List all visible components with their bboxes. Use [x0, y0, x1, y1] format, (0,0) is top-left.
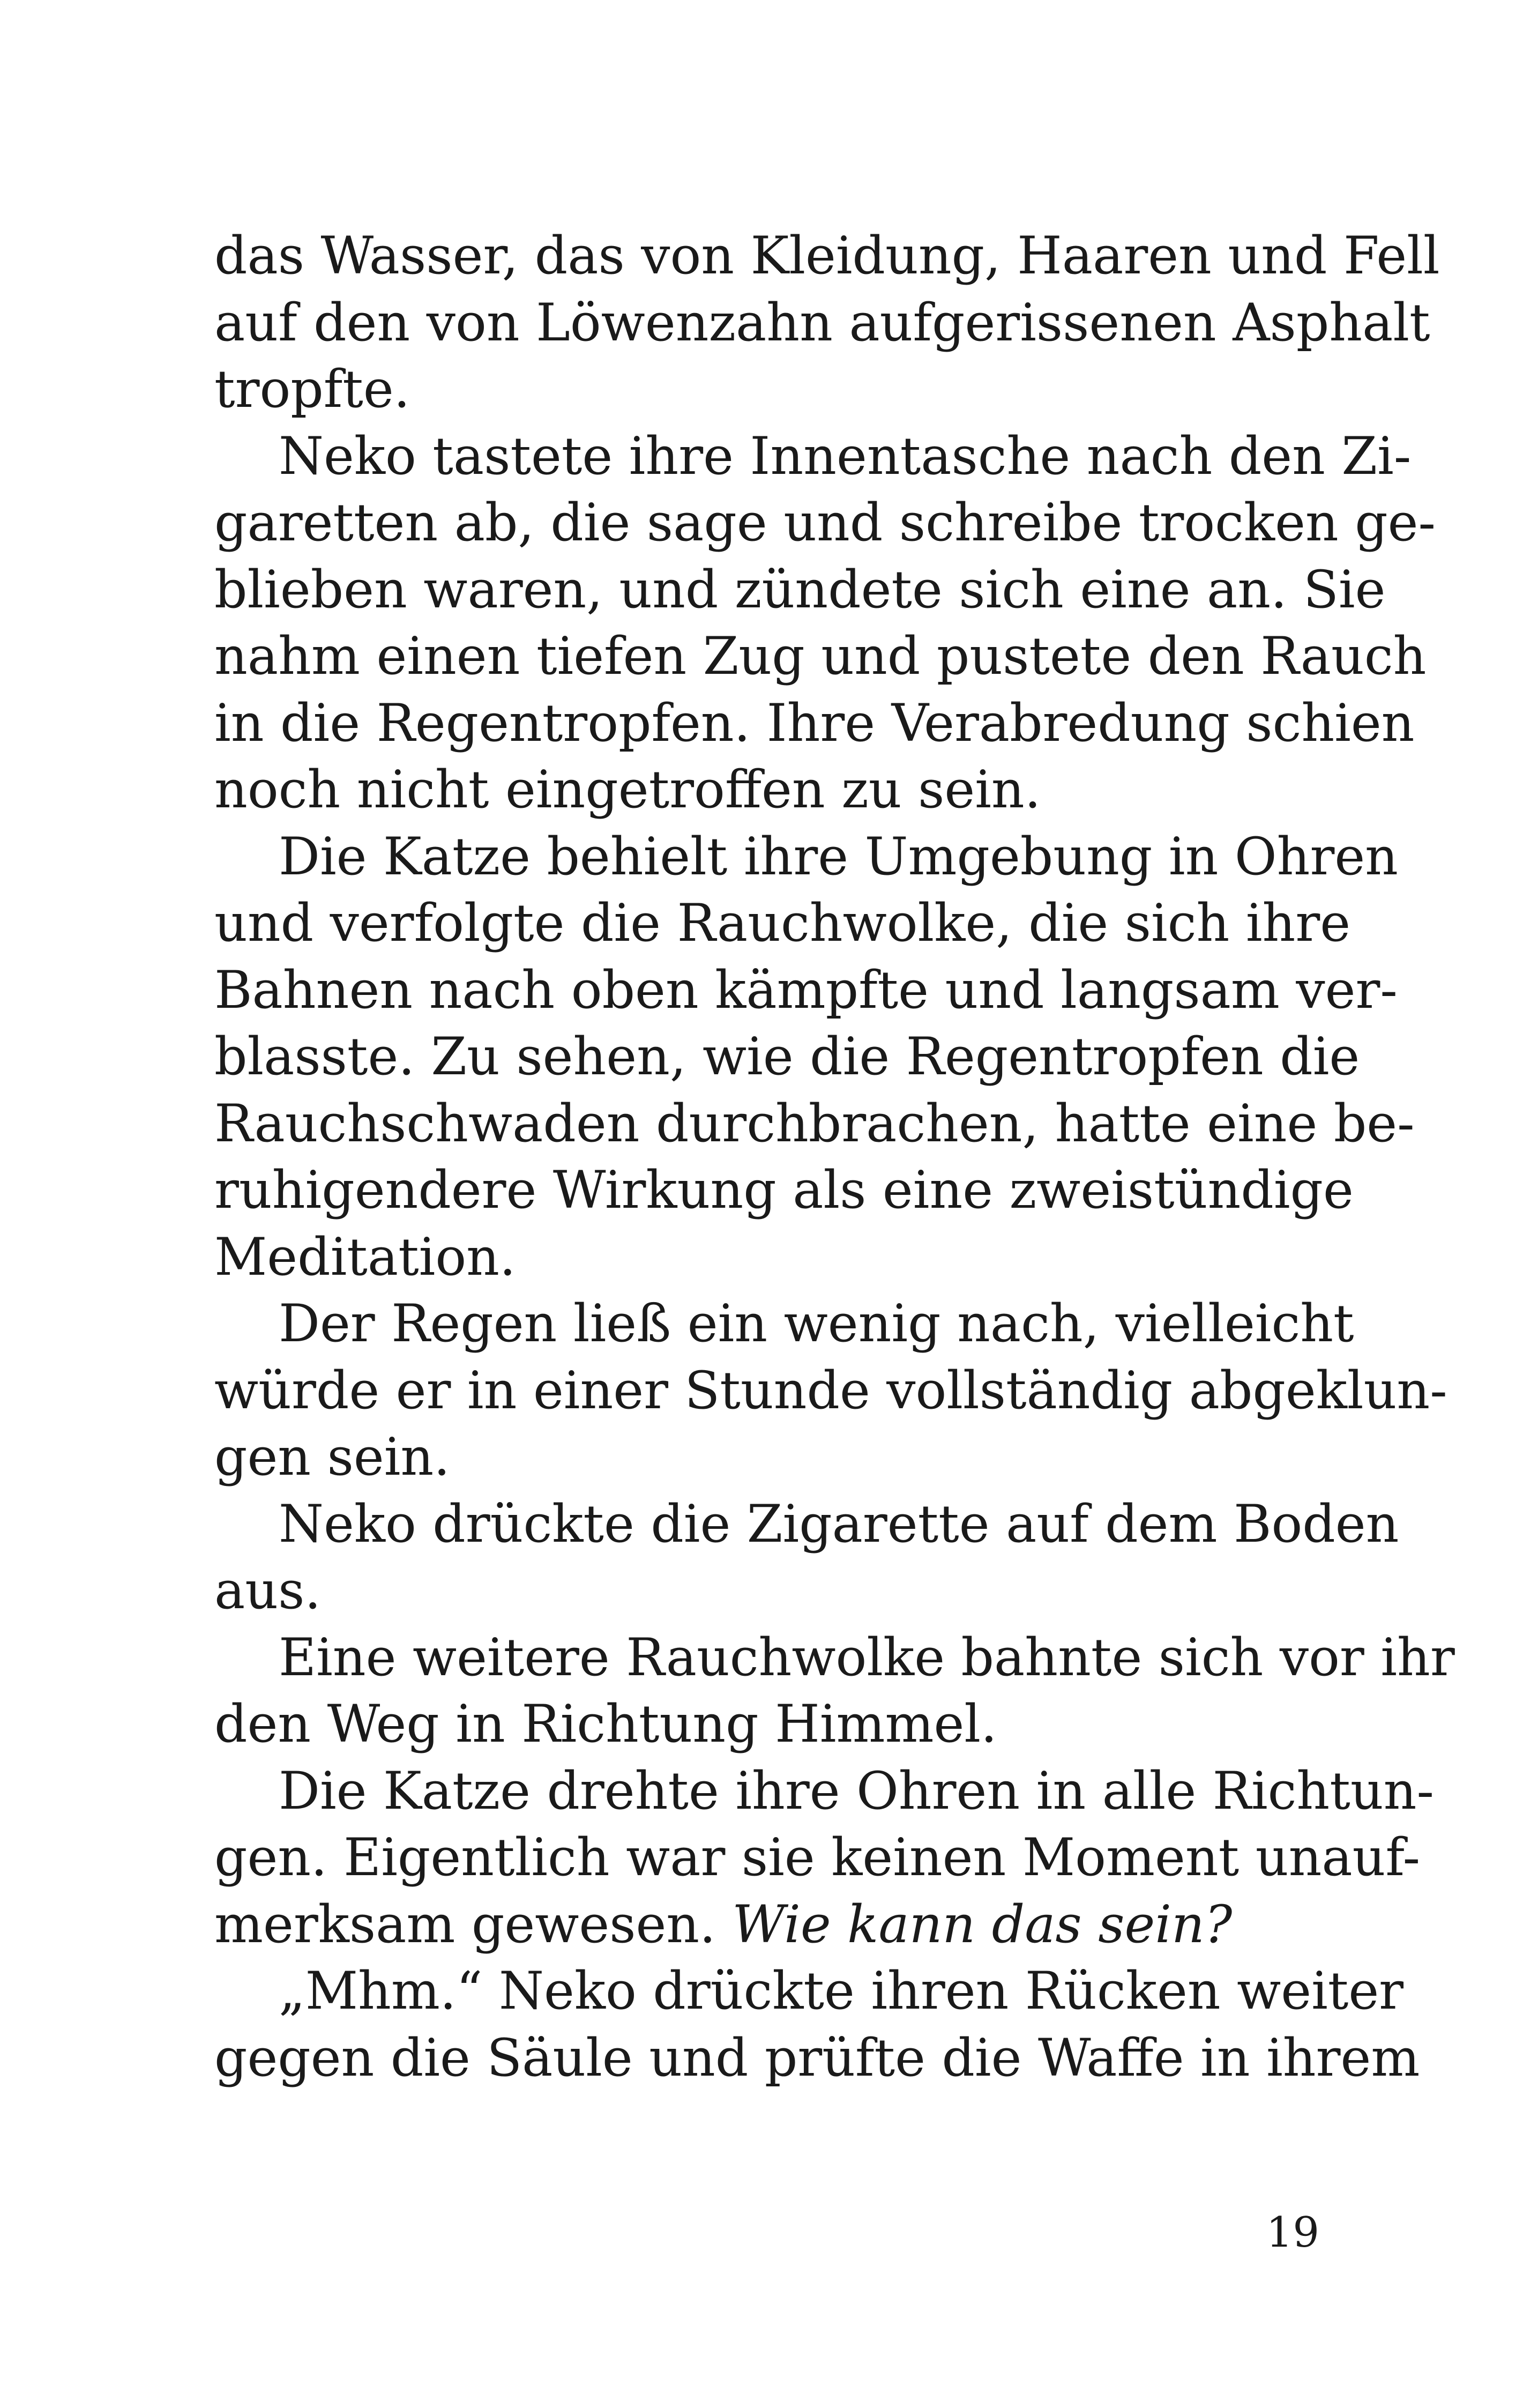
- text-line: garetten ab, die sage und schreibe trocken ge-: [214, 493, 1436, 553]
- text-line: den Weg in Richtung Himmel.: [214, 1694, 997, 1754]
- text-line: „Mhm.“ Neko drückte ihren Rücken weiter: [279, 1961, 1404, 2021]
- text-line: Meditation.: [214, 1227, 516, 1287]
- text-line: würde er in einer Stunde vollständig abgeklun-: [214, 1360, 1447, 1421]
- text-line: und verfolgte die Rauchwolke, die sich ihre: [214, 893, 1351, 953]
- text-line: blasste. Zu sehen, wie die Regentropfen die: [214, 1027, 1360, 1087]
- text-line: das Wasser, das von Kleidung, Haaren und Fell: [214, 226, 1440, 286]
- text-line: noch nicht eingetroffen zu sein.: [214, 760, 1041, 820]
- text-line: Der Regen ließ ein wenig nach, vielleicht: [279, 1294, 1354, 1354]
- text-line: aus.: [214, 1560, 321, 1621]
- text-line: Rauchschwaden durchbrachen, hatte eine be-: [214, 1093, 1415, 1154]
- text-line: auf den von Löwenzahn aufgerissenen Asphalt: [214, 292, 1430, 353]
- text-line: [214, 1891, 1318, 1958]
- body-text: [214, 222, 1455, 2091]
- page-number: 19: [1266, 2209, 1319, 2257]
- text-segment: merksam gewesen.: [214, 1894, 716, 1954]
- text-line: ruhigendere Wirkung als eine zweistündige: [214, 1160, 1354, 1220]
- text-line: blieben waren, und zündete sich eine an. Sie: [214, 559, 1386, 620]
- text-line: tropfte.: [214, 359, 410, 419]
- text-line: Bahnen nach oben kämpfte und langsam ver-: [214, 960, 1398, 1020]
- text-line: Eine weitere Rauchwolke bahnte sich vor ihr: [279, 1627, 1455, 1688]
- text-line: Neko drückte die Zigarette auf dem Boden: [279, 1493, 1399, 1554]
- text-line: gen. Eigentlich war sie keinen Moment unauf-: [214, 1827, 1420, 1887]
- text-line: in die Regentropfen. Ihre Verabredung schien: [214, 693, 1415, 753]
- text-line: Neko tastete ihre Innentasche nach den Zi-: [279, 426, 1412, 486]
- text-line: gegen die Säule und prüfte die Waffe in ihrem: [214, 2027, 1420, 2088]
- text-line: Die Katze drehte ihre Ohren in alle Richtun-: [279, 1760, 1434, 1821]
- italic-text: Wie kann das sein?: [732, 1894, 1233, 1954]
- text-line: gen sein.: [214, 1427, 450, 1487]
- text-line: Die Katze behielt ihre Umgebung in Ohren: [279, 826, 1398, 887]
- text-line: nahm einen tiefen Zug und pustete den Rauch: [214, 626, 1427, 686]
